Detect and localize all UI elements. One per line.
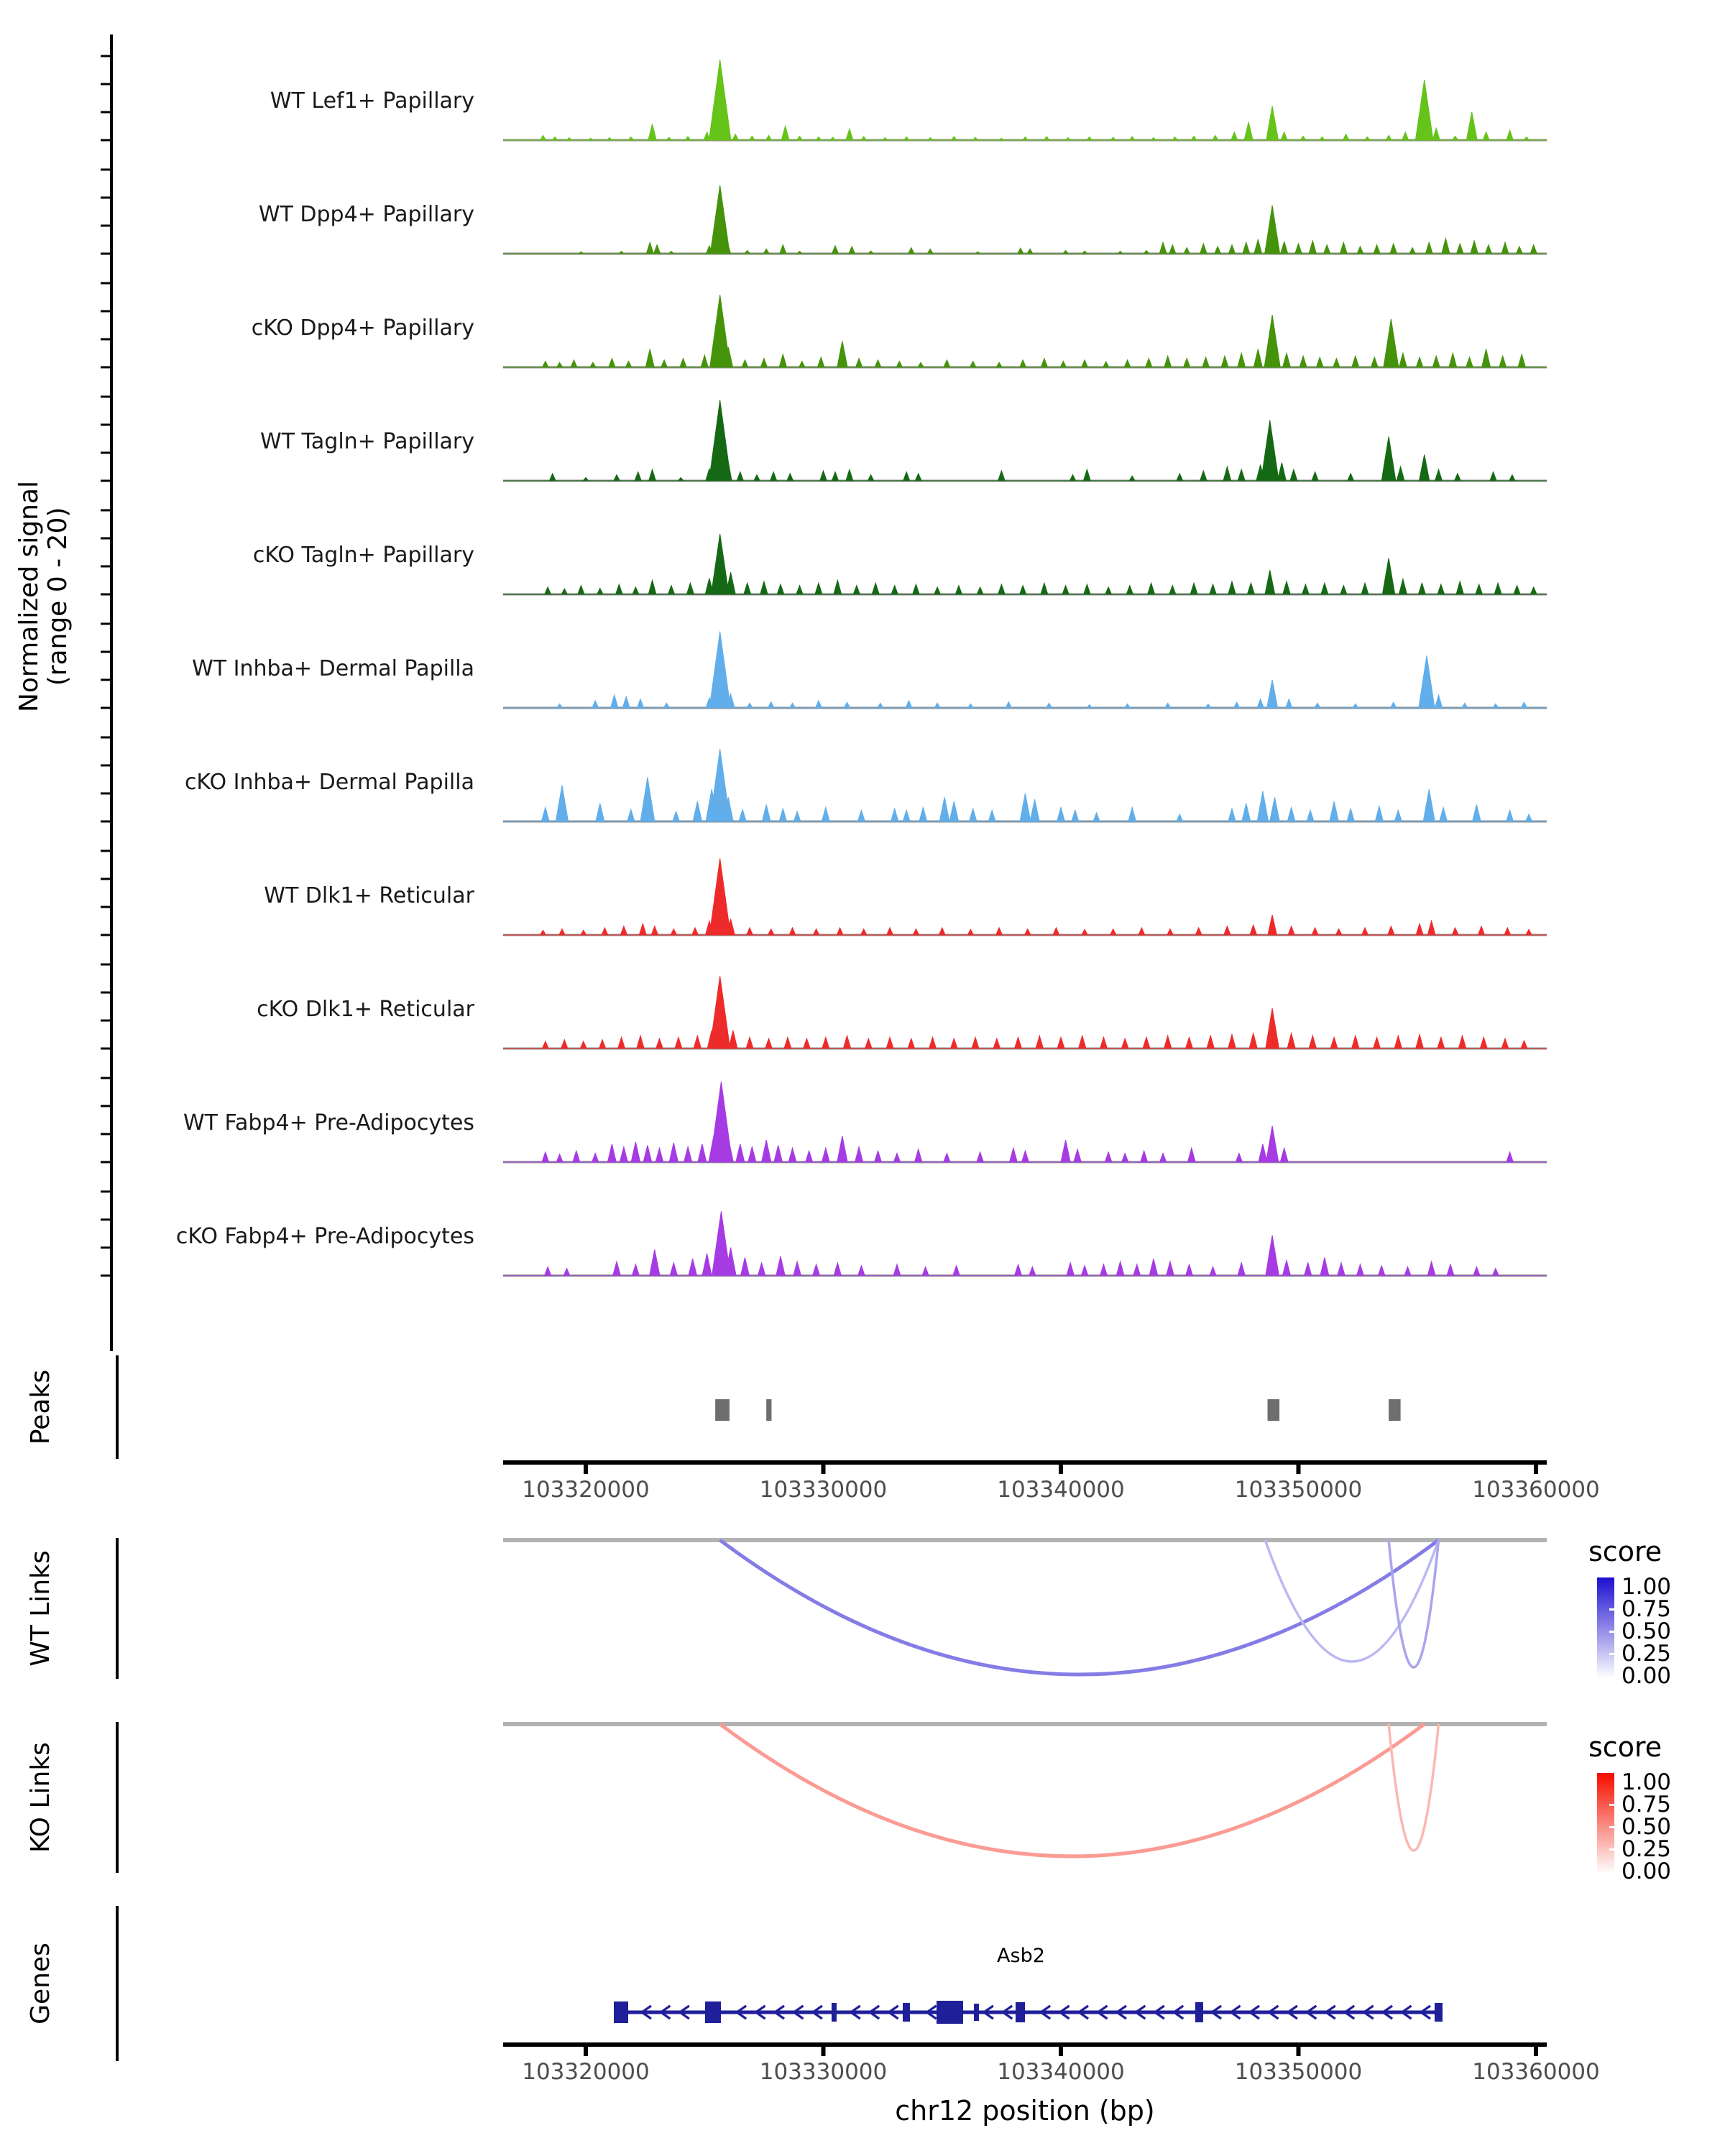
links-label: WT Links xyxy=(26,1550,55,1667)
legend-gradient-step xyxy=(1597,1855,1614,1858)
x-axis xyxy=(503,2045,1600,2127)
legend-gradient-step xyxy=(1597,1621,1614,1623)
track-label: cKO Inhba+ Dermal Papilla xyxy=(184,770,474,795)
legend-gradient-step xyxy=(1597,1639,1614,1641)
track-label: WT Tagln+ Papillary xyxy=(260,429,474,454)
coverage-signal xyxy=(503,60,1547,140)
legend-gradient-step xyxy=(1597,1595,1614,1598)
coverage-track xyxy=(264,859,1547,935)
legend-gradient-step xyxy=(1597,1641,1614,1644)
legend-gradient-step xyxy=(1597,1667,1614,1669)
coverage-signal xyxy=(503,534,1547,594)
legend-gradient-step xyxy=(1597,1832,1614,1835)
legend-gradient-step xyxy=(1597,1664,1614,1667)
x-axis-tick-label: 103360000 xyxy=(1472,2059,1600,2085)
legend-title: score xyxy=(1588,1731,1662,1763)
x-axis-title: chr12 position (bp) xyxy=(895,2095,1155,2127)
gene-exon-box xyxy=(903,2003,910,2022)
coverage-track xyxy=(260,400,1547,481)
legend-gradient-step xyxy=(1597,1816,1614,1819)
x-axis xyxy=(503,1462,1600,1503)
legend-gradient-step xyxy=(1597,1872,1614,1875)
track-label: cKO Tagln+ Papillary xyxy=(252,543,474,568)
coverage-track xyxy=(252,295,1547,367)
x-axis-tick-label: 103350000 xyxy=(1234,2059,1363,2085)
coverage-signal xyxy=(503,1082,1547,1162)
legend-tick-label: 0.50 xyxy=(1622,1618,1672,1644)
coverage-track xyxy=(176,1211,1547,1276)
legend-gradient-step xyxy=(1597,1626,1614,1628)
track-label: WT Dlk1+ Reticular xyxy=(264,883,474,908)
coverage-signal xyxy=(503,632,1547,708)
legend-gradient-step xyxy=(1597,1783,1614,1786)
legend-gradient-step xyxy=(1597,1834,1614,1837)
x-axis-tick-label: 103320000 xyxy=(522,1477,650,1503)
legend-gradient-step xyxy=(1597,1786,1614,1789)
legend-gradient-step xyxy=(1597,1600,1614,1603)
legend-gradient-step xyxy=(1597,1778,1614,1781)
gene-name-label: Asb2 xyxy=(997,1945,1045,1967)
track-label: WT Dpp4+ Papillary xyxy=(258,202,474,227)
score-legend xyxy=(1588,1536,1671,1689)
legend-tick-label: 0.50 xyxy=(1622,1814,1672,1840)
links-label: KO Links xyxy=(26,1742,55,1853)
x-axis-tick-label: 103340000 xyxy=(997,1477,1125,1503)
peak-box xyxy=(715,1399,730,1421)
legend-gradient-step xyxy=(1597,1677,1614,1680)
legend-gradient-step xyxy=(1597,1809,1614,1812)
link-arc xyxy=(720,1724,1425,1856)
peaks-track xyxy=(117,1355,1401,1459)
x-axis-tick-label: 103330000 xyxy=(759,1477,888,1503)
legend-gradient-step xyxy=(1597,1839,1614,1842)
peaks-label: Peaks xyxy=(26,1369,55,1445)
legend-gradient-step xyxy=(1597,1773,1614,1776)
coverage-track xyxy=(253,534,1547,594)
legend-tick-label: 1.00 xyxy=(1622,1769,1672,1795)
coverage-signal xyxy=(503,749,1547,821)
legend-gradient-step xyxy=(1597,1781,1614,1784)
track-label: cKO Dlk1+ Reticular xyxy=(257,997,474,1022)
legend-gradient-step xyxy=(1597,1811,1614,1814)
legend-gradient-step xyxy=(1597,1776,1614,1779)
track-label: WT Inhba+ Dermal Papilla xyxy=(192,656,474,681)
coverage-tracks xyxy=(101,34,1547,1351)
coverage-track xyxy=(183,1082,1547,1162)
coverage-signal xyxy=(503,1211,1547,1276)
legend-tick xyxy=(1609,1631,1614,1633)
legend-gradient-step xyxy=(1597,1588,1614,1590)
gene-exon-box xyxy=(974,2004,979,2021)
legend-tick xyxy=(1609,1804,1614,1806)
legend-gradient-step xyxy=(1597,1801,1614,1804)
legend-tick-label: 0.00 xyxy=(1622,1663,1672,1689)
gene-exon-box xyxy=(1435,2003,1443,2022)
legend-gradient-step xyxy=(1597,1644,1614,1646)
legend-tick xyxy=(1609,1826,1614,1828)
legend-gradient-step xyxy=(1597,1829,1614,1832)
gene-exon-box xyxy=(937,2001,963,2024)
peak-box xyxy=(766,1399,771,1421)
legend-gradient-step xyxy=(1597,1590,1614,1593)
gene-exon-box xyxy=(614,2001,628,2023)
gene-exon-box xyxy=(1195,2002,1203,2022)
legend-gradient-step xyxy=(1597,1603,1614,1606)
legend-gradient-step xyxy=(1597,1623,1614,1626)
legend-gradient-step xyxy=(1597,1618,1614,1621)
gene-exon-box xyxy=(705,2001,721,2023)
legend-tick xyxy=(1609,1848,1614,1851)
gene-exon-box xyxy=(832,2003,837,2022)
links-track xyxy=(117,1538,1547,1679)
legend-gradient-step xyxy=(1597,1814,1614,1817)
legend-tick xyxy=(1609,1653,1614,1655)
legend-gradient-step xyxy=(1597,1821,1614,1824)
coverage-track xyxy=(192,632,1547,708)
legend-gradient-step xyxy=(1597,1819,1614,1822)
legend-tick-label: 0.75 xyxy=(1622,1596,1672,1622)
legend-gradient-step xyxy=(1597,1857,1614,1860)
legend-gradient-step xyxy=(1597,1613,1614,1616)
legend-gradient-step xyxy=(1597,1577,1614,1580)
track-label: cKO Dpp4+ Papillary xyxy=(251,315,474,341)
legend-gradient-step xyxy=(1597,1674,1614,1677)
legend-gradient-step xyxy=(1597,1793,1614,1796)
legend-gradient-step xyxy=(1597,1593,1614,1595)
peak-box xyxy=(1389,1399,1401,1421)
legend-gradient-step xyxy=(1597,1636,1614,1639)
legend-tick xyxy=(1609,1608,1614,1611)
legend-gradient-step xyxy=(1597,1867,1614,1870)
coverage-signal xyxy=(503,976,1547,1049)
track-label: cKO Fabp4+ Pre-Adipocytes xyxy=(175,1224,474,1249)
coverage-signal xyxy=(503,185,1547,254)
legend-gradient-step xyxy=(1597,1837,1614,1840)
legend-gradient-step xyxy=(1597,1659,1614,1662)
legend-gradient-step xyxy=(1597,1611,1614,1613)
legend-gradient-step xyxy=(1597,1788,1614,1791)
coverage-track xyxy=(270,60,1547,140)
legend-gradient-step xyxy=(1597,1657,1614,1659)
legend-tick-label: 0.75 xyxy=(1622,1792,1672,1818)
legend-title: score xyxy=(1588,1536,1662,1567)
legend-gradient-step xyxy=(1597,1672,1614,1674)
legend-gradient-step xyxy=(1597,1585,1614,1588)
genes-label: Genes xyxy=(26,1943,55,2024)
x-axis-tick-label: 103360000 xyxy=(1472,1477,1600,1503)
legend-gradient-step xyxy=(1597,1806,1614,1809)
legend-gradient-step xyxy=(1597,1662,1614,1664)
gene-exon-box xyxy=(1016,2002,1025,2022)
legend-tick-label: 0.00 xyxy=(1622,1858,1672,1884)
legend-gradient-step xyxy=(1597,1646,1614,1649)
coverage-signal xyxy=(503,400,1547,481)
track-label: WT Fabp4+ Pre-Adipocytes xyxy=(183,1110,474,1135)
legend-gradient-step xyxy=(1597,1669,1614,1672)
legend-gradient-step xyxy=(1597,1649,1614,1651)
legend-gradient-step xyxy=(1597,1634,1614,1636)
x-axis-tick-label: 103320000 xyxy=(522,2059,650,2085)
score-legend xyxy=(1588,1731,1671,1884)
legend-gradient-step xyxy=(1597,1616,1614,1618)
x-axis-tick-label: 103340000 xyxy=(997,2059,1125,2085)
coverage-signal xyxy=(503,295,1547,367)
x-axis-tick-label: 103350000 xyxy=(1234,1477,1363,1503)
legend-gradient-step xyxy=(1597,1870,1614,1873)
coverage-track xyxy=(257,976,1547,1049)
legend-gradient-step xyxy=(1597,1842,1614,1845)
genes-track xyxy=(117,1906,1443,2061)
legend-gradient-step xyxy=(1597,1598,1614,1600)
legend-gradient-step xyxy=(1597,1865,1614,1868)
peak-box xyxy=(1268,1399,1280,1421)
x-axis-tick-label: 103330000 xyxy=(759,2059,888,2085)
y-axis-title-line1: Normalized signal xyxy=(14,480,44,713)
y-axis-title-line2: (range 0 - 20) xyxy=(43,507,73,686)
legend-tick-label: 0.25 xyxy=(1622,1836,1672,1862)
coverage-track xyxy=(259,185,1547,254)
legend-gradient-step xyxy=(1597,1796,1614,1799)
legend-tick-label: 1.00 xyxy=(1622,1574,1672,1600)
legend-gradient-step xyxy=(1597,1583,1614,1585)
legend-gradient-step xyxy=(1597,1799,1614,1802)
legend-gradient-step xyxy=(1597,1860,1614,1863)
legend-gradient-step xyxy=(1597,1844,1614,1847)
legend-gradient-step xyxy=(1597,1606,1614,1608)
track-label: WT Lef1+ Papillary xyxy=(270,88,474,114)
legend-gradient-step xyxy=(1597,1791,1614,1794)
coverage-track xyxy=(185,749,1547,821)
coverage-signal xyxy=(503,859,1547,935)
legend-gradient-step xyxy=(1597,1852,1614,1855)
links-track xyxy=(117,1722,1547,1873)
legend-tick-label: 0.25 xyxy=(1622,1641,1672,1667)
legend-gradient-step xyxy=(1597,1580,1614,1583)
legend-gradient-step xyxy=(1597,1862,1614,1865)
